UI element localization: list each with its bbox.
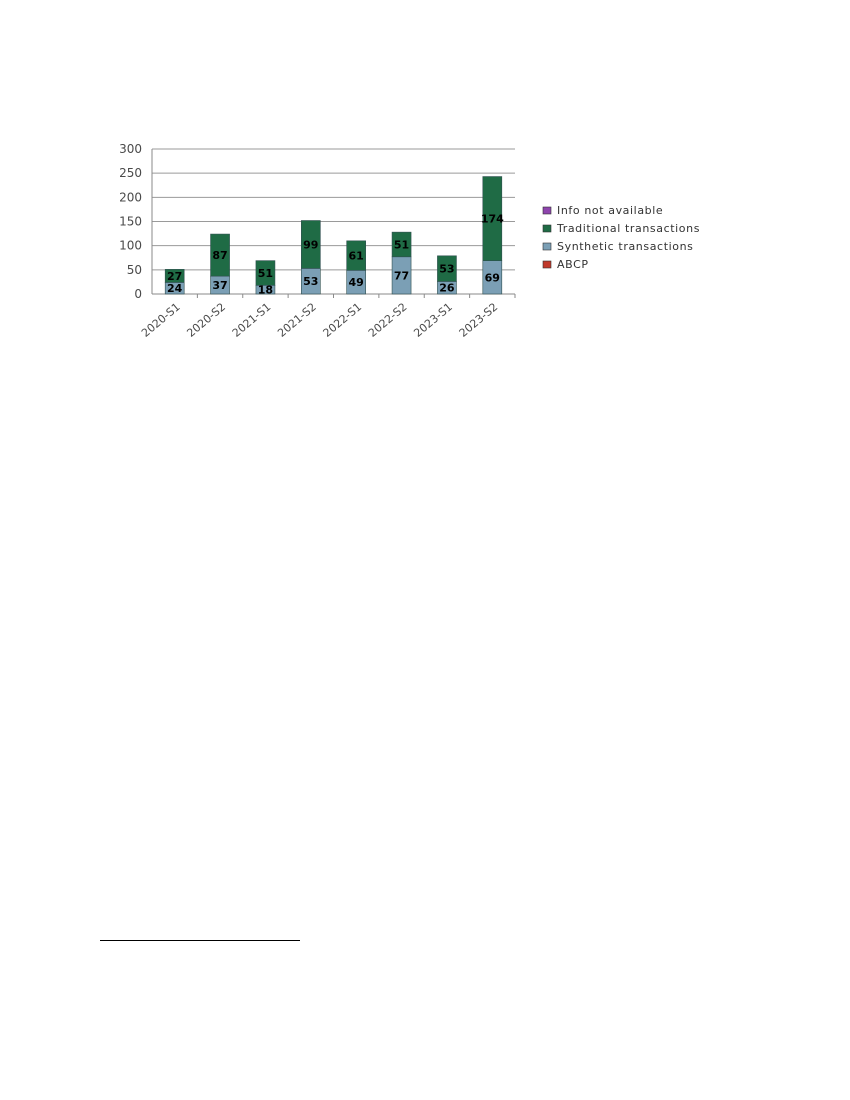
- data-label: 174: [480, 212, 504, 226]
- x-tick-label: 2021-S1: [229, 300, 274, 340]
- bars: [165, 177, 502, 294]
- gridlines: [152, 149, 515, 270]
- y-tick-label: 50: [126, 262, 142, 277]
- data-label: 26: [439, 281, 455, 295]
- data-label: 77: [393, 269, 410, 283]
- data-label: 49: [348, 276, 364, 290]
- legend-swatch: [543, 243, 551, 250]
- y-tick-label: 200: [119, 190, 142, 205]
- data-label: 51: [393, 238, 410, 252]
- data-label: 53: [439, 262, 455, 276]
- x-tick-label: 2020-S1: [139, 300, 183, 340]
- legend-swatch: [543, 225, 551, 232]
- data-label: 99: [303, 238, 319, 252]
- data-label: 87: [212, 249, 228, 263]
- y-tick-label: 300: [119, 142, 142, 156]
- data-label: 37: [212, 279, 228, 293]
- y-tick-label: 150: [119, 214, 142, 229]
- x-tick-label: 2023-S2: [456, 300, 501, 340]
- x-tick-label: 2023-S1: [411, 300, 455, 340]
- x-tick-label: 2021-S2: [275, 300, 319, 340]
- y-tick-label: 250: [119, 166, 142, 181]
- x-tick-label: 2022-S2: [365, 300, 410, 340]
- footnote-separator: [100, 940, 300, 941]
- data-label: 61: [348, 249, 364, 263]
- data-label: 53: [303, 275, 319, 289]
- legend-swatch: [543, 207, 551, 214]
- data-label: 24: [167, 282, 183, 296]
- data-label: 69: [484, 271, 500, 285]
- legend-entry: Traditional transactions: [557, 222, 701, 235]
- legend: [543, 204, 700, 271]
- legend-entry: Info not available: [557, 204, 664, 217]
- x-tick-label: 2020-S2: [184, 300, 228, 340]
- y-tick-label: 0: [134, 287, 142, 301]
- y-tick-label: 100: [119, 238, 142, 253]
- data-label: 18: [257, 283, 274, 297]
- data-labels: [167, 213, 504, 297]
- legend-entry: ABCP: [557, 258, 589, 271]
- x-tick-label: 2022-S1: [320, 300, 365, 340]
- data-label: 51: [257, 266, 274, 280]
- data-label: 27: [167, 269, 183, 283]
- legend-swatch: [543, 261, 551, 268]
- legend-entry: Synthetic transactions: [557, 240, 694, 253]
